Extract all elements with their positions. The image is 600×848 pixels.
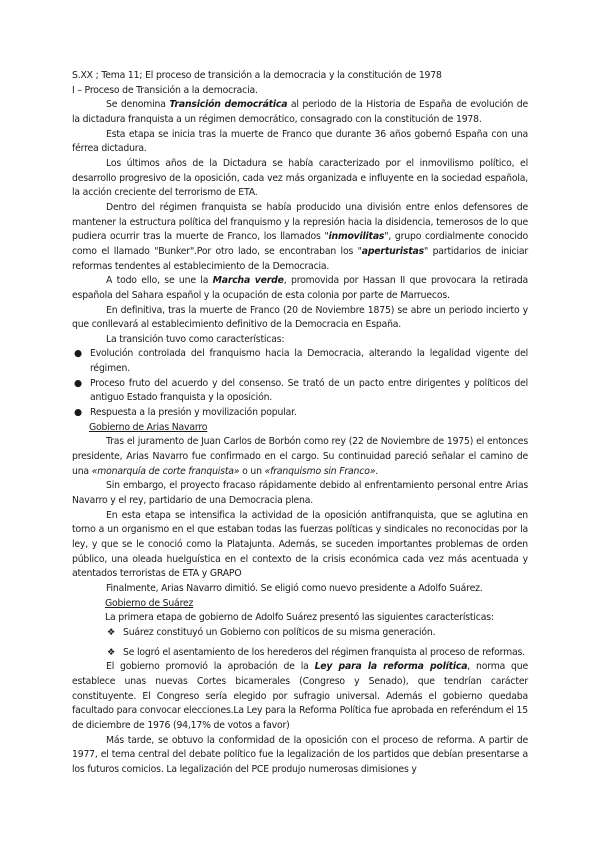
quote-franquismo: «franquismo sin Franco» — [264, 465, 376, 477]
bullet-icon: ● — [74, 377, 82, 389]
term-aperturistas: aperturistas — [361, 245, 424, 257]
term-transicion: Transición democrática — [169, 99, 288, 111]
paragraph-fracaso: Sin embargo, el proyecto fracaso rápidamente debido al enfrentamiento personal entre Arias Navarro y el rey, partidario de una Democracia plena. — [72, 480, 528, 507]
suarez-list — [105, 626, 528, 660]
bullet-icon: ● — [74, 407, 82, 419]
subsection-suarez: Gobierno de Suárez — [105, 597, 194, 609]
paragraph-primera-etapa: La primera etapa de gobierno de Adolfo Suárez presentó las siguientes características: — [105, 612, 494, 624]
quote-monarquia: «monarquía de corte franquista» — [91, 465, 240, 477]
list-item: ● Proceso fruto del acuerdo y del consenso. Se trató de un pacto entre dirigentes y políticos del antiguo Estado franquista y la oposición. — [74, 377, 528, 404]
paragraph-marcha-verde: A todo ello, se une la Marcha verde, promovida por Hassan II que provocara la retirada española del Sahara español y la ocupación de esta colonia por parte de Marruecos. — [72, 275, 528, 301]
paragraph-definitiva: En definitiva, tras la muerte de Franco (20 de Noviembre 1875) se abre un periodo incierto y que conllevará al establecimiento definitivo de la Democracia en España. — [72, 304, 528, 331]
list-item: ❖ Suárez constituyó un Gobierno con políticos de su misma generación. — [105, 626, 528, 641]
document-body — [72, 69, 528, 778]
suarez-list-wrap — [72, 626, 528, 660]
paragraph-caracteristicas: La transición tuvo como características: — [106, 333, 285, 345]
document-heading: S.XX ; Tema 11; El proceso de transición a la democracia y la constitución de 1978 — [72, 70, 442, 81]
paragraph-division: Dentro del régimen franquista se había producido una división entre enlos defensores de mantener la estructura política del franquismo y la represión hacia la disidencia, temerosos de lo que pudiera ocurrir tras la muerte de Franco, los llamados "inmovilitas", grupo cordialmente conocido como el llamado "Bunker".Por otro lado, se encontraban los "aperturistas" partidarios de iniciar reformas tendentes al establecimiento de la Democracia. — [72, 201, 528, 272]
term-ley-reforma: Ley para la reforma política — [314, 661, 468, 673]
list-item: ❖ Se logró el asentamiento de los herederos del régimen franquista al proceso de reformas. — [105, 646, 528, 661]
bullet-icon: ● — [74, 348, 82, 360]
paragraph-inicio: Esta etapa se inicia tras la muerte de Franco que durante 36 años gobernó España con una férrea dictadura. — [72, 128, 528, 155]
paragraph-dimision: Finalmente, Arias Navarro dimitió. Se eligió como nuevo presidente a Adolfo Suárez. — [106, 582, 483, 594]
term-inmovilistas: inmovilitas — [328, 231, 385, 243]
characteristics-list — [72, 347, 528, 420]
paragraph-juramento: Tras el juramento de Juan Carlos de Borbón como rey (22 de Noviembre de 1975) el entonces presidente, Arias Navarro fue confirmado en el cargo. Su continuidad pareció señalar el camino de una «monarquía de corte franquista» o un «franquismo sin Franco». — [72, 436, 528, 477]
term-marcha-verde: Marcha verde — [212, 275, 284, 287]
diamond-bullet-icon: ❖ — [107, 626, 116, 638]
paragraph-ley-reforma: El gobierno promovió la aprobación de la Ley para la reforma política, norma que establece unas nuevas Cortes bicamerales (Congreso y Senado), que tendrían carácter constituyente. El Congreso sería elegido por sufragio universal. Además el gobierno quedaba facultado para convocar elecciones.La Ley para la Reforma Política fue aprobada en referéndum el 15 de diciembre de 1976 (94,17% de votos a favor) — [72, 661, 528, 731]
paragraph-legalizacion: Más tarde, se obtuvo la conformidad de la oposición con el proceso de reforma. A partir de 1977, el tema central del debate político fue la legalización de los partidos que debían presentarse a los futuros comicios. La legalización del PCE produjo numerosas dimisiones y — [72, 734, 528, 775]
list-item: ● Respuesta a la presión y movilización popular. — [72, 406, 528, 421]
paragraph-oposicion: En esta etapa se intensifica la actividad de la oposición antifranquista, que se aglutina en torno a un organismo en el que estaban todas las fuerzas políticas y sindicales no reconocidas por la ley, y que se le conoció como la Platajunta. Además, se suceden importantes problemas de orden público, una oleada huelguística en el contexto de la crisis económica cada vez más acentuada y atentados terroristas de ETA y GRAPO — [72, 509, 528, 580]
list-item: ● Evolución controlada del franquismo hacia la Democracia, alterando la legalidad vigente del régimen. — [74, 348, 528, 375]
section-title: I – Proceso de Transición a la democracia. — [72, 84, 258, 96]
paragraph-definition: Se denomina Transición democrática al periodo de la Historia de España de evolución de la dictadura franquista a un régimen democrático, consagrado con la constitución de 1978. — [72, 99, 529, 125]
paragraph-ultimos-anos: Los últimos años de la Dictadura se había caracterizado por el inmovilismo político, el desarrollo progresivo de la oposición, cada vez más organizada e influyente en la sociedad española, la acción creciente del terrorismo de ETA. — [72, 157, 528, 199]
diamond-bullet-icon: ❖ — [107, 646, 116, 658]
subsection-arias-navarro: Gobierno de Arias Navarro — [89, 421, 208, 433]
